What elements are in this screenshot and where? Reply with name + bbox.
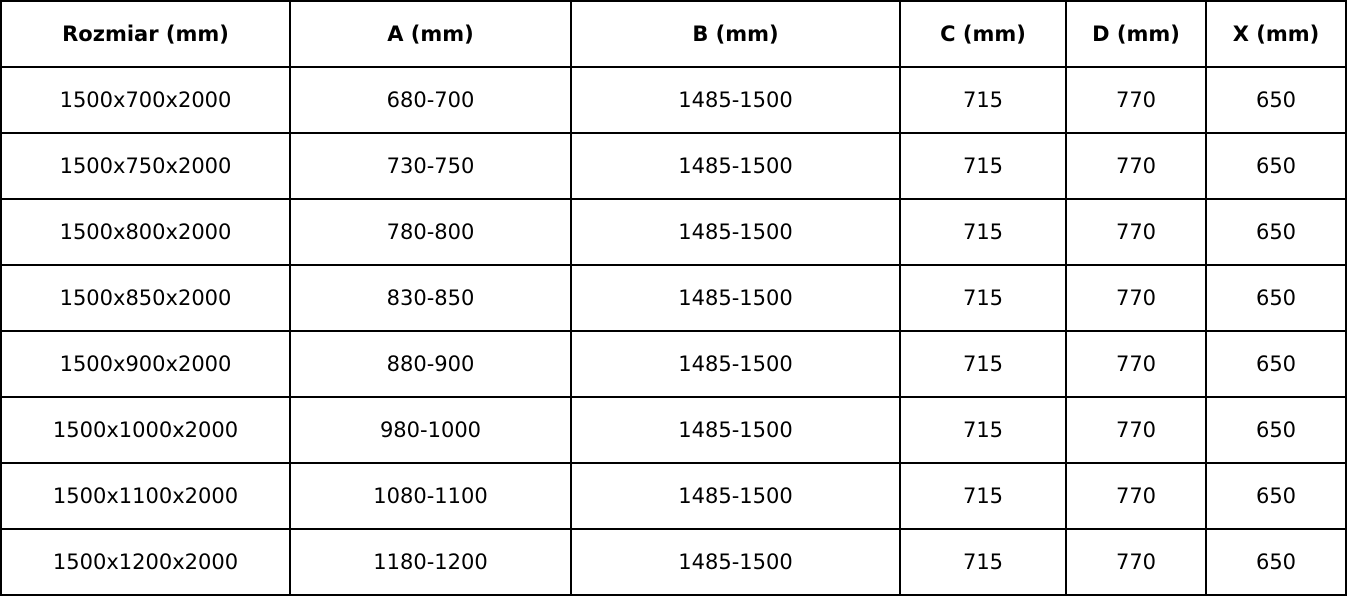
cell-x: 650 (1206, 397, 1346, 463)
cell-x: 650 (1206, 133, 1346, 199)
cell-b: 1485-1500 (571, 133, 900, 199)
table-row (1, 529, 1346, 595)
cell-x: 650 (1206, 463, 1346, 529)
cell-rozmiar: 1500x1200x2000 (1, 529, 290, 595)
cell-d: 770 (1066, 133, 1206, 199)
table-header-row (1, 1, 1346, 67)
cell-a: 1180-1200 (290, 529, 571, 595)
cell-d: 770 (1066, 463, 1206, 529)
cell-c: 715 (900, 67, 1066, 133)
cell-d: 770 (1066, 529, 1206, 595)
table-row (1, 67, 1346, 133)
cell-b: 1485-1500 (571, 265, 900, 331)
cell-a: 680-700 (290, 67, 571, 133)
cell-b: 1485-1500 (571, 463, 900, 529)
table-header (1, 1, 1346, 67)
cell-c: 715 (900, 397, 1066, 463)
cell-a: 880-900 (290, 331, 571, 397)
column-header-rozmiar: Rozmiar (mm) (1, 1, 290, 67)
cell-a: 1080-1100 (290, 463, 571, 529)
cell-d: 770 (1066, 265, 1206, 331)
cell-x: 650 (1206, 331, 1346, 397)
cell-rozmiar: 1500x700x2000 (1, 67, 290, 133)
column-header-d: D (mm) (1066, 1, 1206, 67)
cell-a: 780-800 (290, 199, 571, 265)
cell-b: 1485-1500 (571, 67, 900, 133)
table-row (1, 265, 1346, 331)
cell-b: 1485-1500 (571, 199, 900, 265)
column-header-a: A (mm) (290, 1, 571, 67)
cell-x: 650 (1206, 67, 1346, 133)
cell-x: 650 (1206, 199, 1346, 265)
column-header-x: X (mm) (1206, 1, 1346, 67)
cell-b: 1485-1500 (571, 397, 900, 463)
cell-x: 650 (1206, 529, 1346, 595)
cell-c: 715 (900, 265, 1066, 331)
cell-rozmiar: 1500x800x2000 (1, 199, 290, 265)
cell-d: 770 (1066, 199, 1206, 265)
cell-rozmiar: 1500x1000x2000 (1, 397, 290, 463)
table-row (1, 397, 1346, 463)
cell-b: 1485-1500 (571, 331, 900, 397)
cell-rozmiar: 1500x900x2000 (1, 331, 290, 397)
cell-c: 715 (900, 463, 1066, 529)
column-header-c: C (mm) (900, 1, 1066, 67)
table-row (1, 463, 1346, 529)
cell-c: 715 (900, 331, 1066, 397)
table-body (1, 67, 1346, 595)
cell-x: 650 (1206, 265, 1346, 331)
cell-rozmiar: 1500x850x2000 (1, 265, 290, 331)
cell-a: 980-1000 (290, 397, 571, 463)
cell-d: 770 (1066, 397, 1206, 463)
cell-d: 770 (1066, 67, 1206, 133)
table-row (1, 331, 1346, 397)
cell-a: 730-750 (290, 133, 571, 199)
cell-a: 830-850 (290, 265, 571, 331)
column-header-b: B (mm) (571, 1, 900, 67)
cell-b: 1485-1500 (571, 529, 900, 595)
cell-rozmiar: 1500x1100x2000 (1, 463, 290, 529)
cell-c: 715 (900, 199, 1066, 265)
cell-d: 770 (1066, 331, 1206, 397)
cell-c: 715 (900, 133, 1066, 199)
table-row (1, 133, 1346, 199)
cell-rozmiar: 1500x750x2000 (1, 133, 290, 199)
table-row (1, 199, 1346, 265)
cell-c: 715 (900, 529, 1066, 595)
